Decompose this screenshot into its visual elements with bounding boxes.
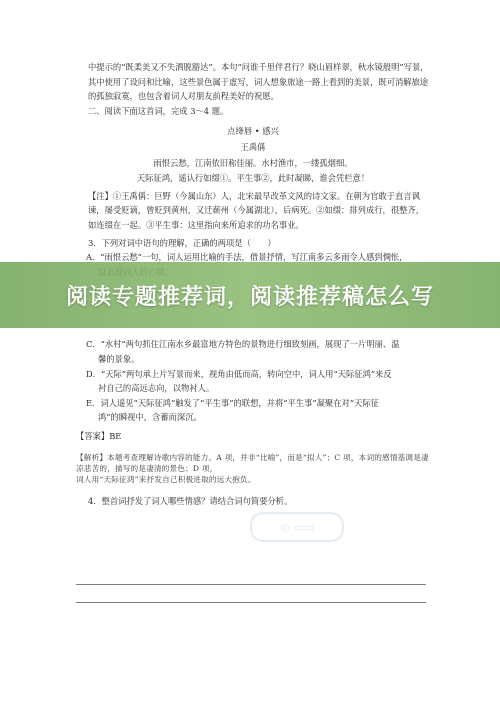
question-3-stem: 3．下列对词中语句的理解，正确的两项是（ ） — [88, 237, 276, 248]
analysis-line: 【解析】本题考查理解诗歌内容的能力。A 项，并非“比喻”，而是“拟人”；C 项，本词的感情基调是凄凉悲苦的，描写的是凄清的景色；D 项， — [76, 453, 429, 474]
answer-line — [76, 584, 426, 585]
poem-note: 【注】①王禹偁：巨野（今属山东）人，北宋最早改革文风的诗文家。在朝为官敢于直言讽谏，屡受贬谪，曾贬到黄州，又迁蕲州（今属湖北），后病死。②如缀：排列成行，很整齐，如连缀在一起。③平生事：这里指向来所追求的功名事业。 — [88, 190, 425, 230]
option-a: A．“雨恨云愁”一句，词人运用比喻的手法，借景抒情，写江南多云多雨令人感到惆怅， — [86, 252, 408, 263]
option-d-cont: 衬自己的高远志向，以物衬人。 — [98, 383, 215, 394]
poem-title: 点绛唇 • 感兴 — [227, 126, 279, 137]
option-e-cont: 鸿”的瞬视中，含蓄而深沉。 — [98, 412, 202, 423]
answer: 【答案】BE — [76, 430, 122, 441]
option-c-cont: 馨的景象。 — [98, 353, 140, 364]
option-d: D．“天际”两句承上片写景而来，视角由低而高，转向空中，词人用“天际征鸿”来反 — [86, 368, 392, 379]
poem-line: 天际征鸿，遥认行如缀①。平生事②，此时凝睇，谁会凭栏意！ — [136, 173, 370, 184]
poem-line: 雨恨云愁，江南依旧称佳丽。水村渔市，一缕孤烟细。 — [153, 157, 353, 168]
question-4: 4．整首词抒发了词人哪些情感？请结合词句简要分析。 — [88, 495, 293, 506]
analysis-line: 词人用“天际征鸿”来抒发自己积极进取的远大抱负。 — [76, 475, 256, 485]
title-banner — [0, 262, 500, 328]
poem-author: 王禹偁 — [240, 141, 266, 152]
banner-title: 阅读专题推荐词，阅读推荐稿怎么写 — [65, 284, 434, 310]
section-heading: 二、阅读下面这首词，完成 3～4 题。 — [88, 105, 229, 116]
answer-line — [76, 602, 426, 603]
watermark-logo: ◎ ▭▭ — [250, 512, 344, 542]
paragraph-intro: 中提示的“既柔美又不失洒脱豁达”。本句“问谁千里伴君行？晓山眉样翠，秋水镜般明”写景，其中使用了设问和比喻，这些景色属于虚写，词人想象旅途一路上看到的美景，既可消解旅途的孤独寂寞，也包含着词人对朋友前程美好的祝愿。 — [88, 62, 429, 102]
option-e: E．词人遥见“天际征鸿”触发了“平生事”的联想，并将“平生事”凝聚在对“天际征 — [86, 397, 379, 408]
analysis — [76, 453, 430, 485]
option-c: C．“水村”两句抓住江南水乡最富地方特色的景物进行细致刻画，展现了一片明丽、温 — [86, 339, 400, 350]
